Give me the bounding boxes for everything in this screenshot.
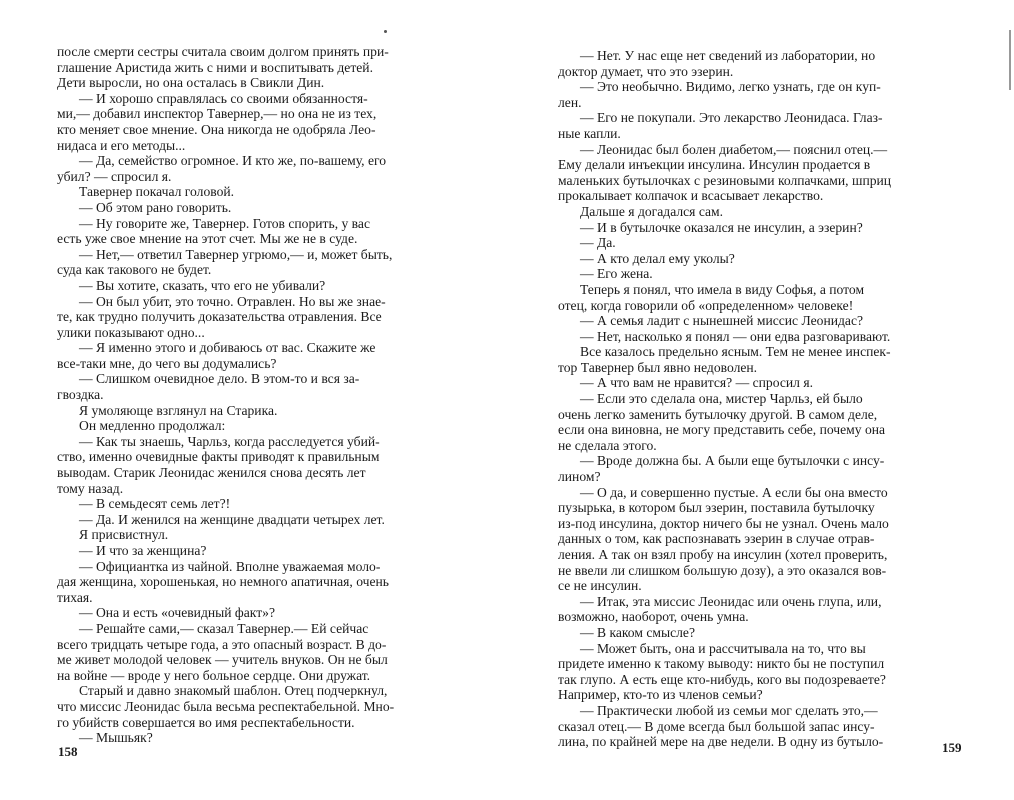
text-line: — О да, и совершенно пустые. А если бы она вместо: [580, 484, 888, 500]
text-line: выводам. Старик Леонидас женился снова десять лет: [57, 465, 366, 481]
text-line: — Его жена.: [580, 266, 653, 282]
text-line: Тавернер покачал головой.: [79, 184, 235, 200]
text-line: — Итак, эта миссис Леонидас или очень глупа, или,: [580, 593, 882, 609]
text-line: — В каком смысле?: [580, 624, 695, 640]
text-line: — Нет. У нас еще нет сведений из лаборатории, но: [580, 48, 876, 63]
text-line: — Мышьяк?: [79, 730, 153, 746]
text-line: из-под инсулина, доктор ничего бы не узнал. Очень мало: [558, 515, 889, 531]
text-line: лином?: [558, 469, 601, 485]
text-line: глашение Аристида жить с ними и воспитывать детей.: [57, 59, 373, 75]
text-line: Дальше я догадался сам.: [580, 203, 724, 219]
text-line: — Он был убит, это точно. Отравлен. Но вы же знае-: [79, 293, 386, 309]
text-line: ные капли.: [558, 125, 621, 141]
text-line: — Нет,— ответил Тавернер угрюмо,— и, может быть,: [79, 246, 393, 262]
text-line: суда как такового не будет.: [57, 262, 212, 278]
text-line: — И в бутылочке оказался не инсулин, а эзерин?: [580, 219, 863, 235]
text-line: — Вы хотите, сказать, что его не убивали?: [79, 277, 326, 293]
text-line: ления. А так он взял пробу на инсулин (хотел проверить,: [558, 547, 888, 562]
text-line: — Я именно этого и добиваюсь от вас. Скажите же: [79, 340, 376, 356]
text-line: всего тридцать четыре года, а это опасный возраст. В до-: [57, 636, 387, 652]
text-line: — И что за женщина?: [79, 543, 207, 558]
text-line: все-таки мне, до чего вы додумались?: [57, 355, 277, 371]
text-line: — Нет, насколько я понял — они едва разговаривают.: [580, 328, 891, 344]
text-line: ми,— добавил инспектор Тавернер,— но она не из тех,: [57, 106, 377, 122]
text-line: кто меняет свое мнение. Она никогда не одобряла Лео-: [57, 121, 376, 137]
text-line: — Об этом рано говорить.: [79, 199, 232, 215]
text-line: придете именно к такому выводу: никто бы не поступил: [558, 656, 885, 672]
text-line: нидаса и его методы...: [57, 137, 186, 153]
text-line: после смерти сестры считала своим долгом принять при-: [57, 44, 389, 59]
text-line: — Если это сделала она, мистер Чарльз, ей было: [580, 391, 863, 407]
text-line: Он медленно продолжал:: [79, 418, 226, 434]
text-line: ство, именно очевидные факты приводят к правильным: [57, 449, 380, 465]
text-line: пузырька, в котором был эзерин, поставила бутылочку: [558, 500, 875, 516]
text-line: — Как ты знаешь, Чарльз, когда расследуется убий-: [79, 433, 380, 449]
text-line: тихая.: [57, 589, 93, 605]
print-speck: [384, 30, 387, 33]
text-line: прокалывает колпачок и всасывает лекарство.: [558, 188, 824, 204]
text-line: улики показывают одно...: [57, 324, 205, 340]
text-line: что миссис Леонидас была весьма респектабельной. Мно-: [57, 698, 395, 714]
text-line: дая женщина, хорошенькая, но немного апатичная, очень: [57, 574, 389, 590]
text-line: Ему делали инъекции инсулина. Инсулин продается в: [558, 157, 871, 173]
text-line: — Может быть, она и рассчитывала на то, что вы: [580, 640, 866, 656]
text-line: на войне — вроде у него больное сердце. Они дружат.: [57, 667, 371, 683]
text-line: если она виновна, не могу представить себе, почему она: [558, 422, 886, 438]
text-line: — В семьдесят семь лет?!: [79, 496, 231, 512]
right-page-number: 159: [942, 740, 962, 755]
gutter-edge: [1009, 30, 1011, 90]
text-line: — Да, семейство огромное. И кто же, по-вашему, его: [79, 153, 387, 169]
text-line: Старый и давно знакомый шаблон. Отец подчеркнул,: [79, 683, 388, 699]
text-line: есть уже свое мнение на этот счет. Мы же не в суде.: [57, 231, 358, 247]
text-line: так глупо. А есть еще кто-нибудь, кого вы подозреваете?: [558, 671, 886, 687]
text-line: отец, когда говорили об «определенном» человеке!: [558, 297, 854, 313]
text-line: — А семья ладит с нынешней миссис Леонидас?: [580, 313, 864, 329]
text-line: лен.: [558, 94, 582, 110]
text-line: — Его не покупали. Это лекарство Леонидаса. Глаз-: [580, 110, 883, 126]
text-line: — И хорошо справлялась со своими обязанностя-: [79, 90, 368, 106]
text-line: — Официантка из чайной. Вполне уважаемая моло-: [79, 558, 381, 574]
text-line: — А кто делал ему уколы?: [580, 250, 735, 266]
text-line: лина, по крайней мере на две недели. В одну из бутыло-: [558, 734, 884, 750]
text-line: се не инсулин.: [558, 578, 642, 594]
text-line: — Она и есть «очевидный факт»?: [79, 605, 275, 621]
text-line: доктор думает, что это эзерин.: [558, 63, 734, 79]
text-line: возможно, наоборот, очень умна.: [558, 609, 749, 625]
text-line: — Ну говорите же, Тавернер. Готов спорить, у вас: [79, 215, 370, 231]
text-line: очень легко заменить бутылочку другой. В самом деле,: [558, 406, 878, 422]
text-line: — Практически любой из семьи мог сделать это,—: [580, 702, 878, 718]
text-line: — Да. И женился на женщине двадцати четырех лет.: [79, 511, 385, 527]
text-line: — Слишком очевидное дело. В этом-то и вся за-: [79, 371, 360, 387]
text-line: убил? — спросил я.: [57, 168, 172, 184]
text-line: Все казалось предельно ясным. Тем не менее инспек-: [580, 344, 891, 360]
text-line: го убийств совершается во имя респектабельности.: [57, 714, 355, 730]
text-line: — Это необычно. Видимо, легко узнать, где он куп-: [580, 79, 881, 95]
left-page-text: [57, 44, 465, 746]
text-line: тому назад.: [57, 480, 124, 496]
text-line: ме живет молодой человек — учитель внуков. Он не был: [57, 652, 388, 668]
text-line: сказал отец.— В доме всегда был большой запас инсу-: [558, 718, 875, 734]
left-page-number: 158: [58, 744, 78, 759]
text-line: — Да.: [580, 235, 616, 251]
text-line: данных о том, как распознавать эзерин в случае отрав-: [558, 531, 875, 547]
text-line: маленьких бутылочках с резиновыми колпачками, шприц: [558, 172, 892, 188]
text-line: — Решайте сами,— сказал Тавернер.— Ей сейчас: [79, 620, 369, 636]
text-line: гвоздка.: [57, 387, 104, 403]
text-line: те, как трудно получить доказательства отравления. Все: [57, 309, 382, 325]
text-line: Я присвистнул.: [79, 527, 169, 543]
text-line: Теперь я понял, что имела в виду Софья, а потом: [580, 281, 865, 297]
text-line: — Вроде должна бы. А были еще бутылочки с инсу-: [580, 453, 885, 469]
text-line: не сделала этого.: [558, 437, 657, 453]
text-line: тор Тавернер был явно недоволен.: [558, 359, 758, 375]
text-line: — Леонидас был болен диабетом,— пояснил отец.—: [580, 141, 888, 157]
text-line: Я умоляюще взглянул на Старика.: [79, 402, 278, 418]
text-line: Дети выросли, но она осталась в Свикли Дин.: [57, 75, 325, 91]
right-page-text: [558, 48, 962, 750]
text-line: — А что вам не нравится? — спросил я.: [580, 375, 813, 391]
text-line: не ввели ли слишком большую дозу), а это оказался вов-: [558, 562, 887, 578]
text-line: Например, кто-то из членов семьи?: [558, 687, 763, 703]
